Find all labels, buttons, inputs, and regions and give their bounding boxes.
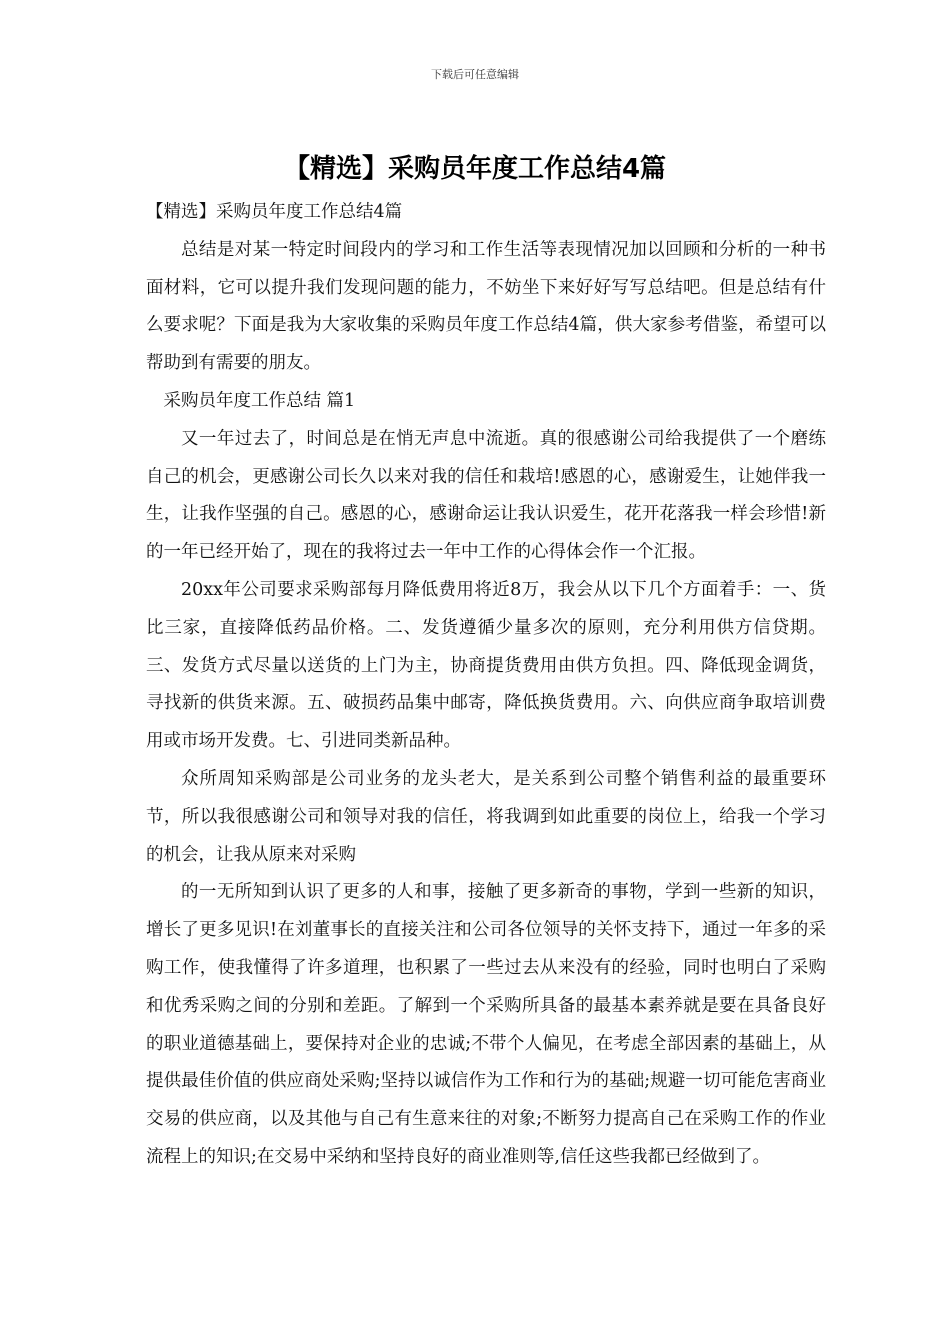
intro-heading: 【精选】采购员年度工作总结4篇	[146, 202, 403, 222]
header-note: 下载后可任意编辑	[431, 68, 519, 81]
body-paragraph: 众所周知采购部是公司业务的龙头老大，是关系到公司整个销售利益的最重要环节，所以我很感谢公司和领导对我的信任，将我调到如此重要的岗位上，给我一个学习的机会，让我从原来对采购	[146, 768, 826, 865]
body-paragraph: 的一无所知到认识了更多的人和事，接触了更多新奇的事物，学到一些新的知识，增长了更多见识!在刘董事长的直接关注和公司各位领导的关怀支持下，通过一年多的采购工作，使我懂得了许多道理，也积累了一些过去从来没有的经验，同时也明白了采购和优秀采购之间的分别和差距。了解到一个采购所具备的最基本素养就是要在具备良好的职业道德基础上，要保持对企业的忠诚;不带个人偏见，在考虑全部因素的基础上，从提供最佳价值的供应商处采购;坚持以诚信作为工作和行为的基础;规避一切可能危害商业交易的供应商，以及其他与自己有生意来往的对象;不断努力提高自己在采购工作的作业流程上的知识;在交易中采纳和坚持良好的商业准则等,信任这些我都已经做到了。	[146, 882, 826, 1167]
intro-paragraph: 总结是对某一特定时间段内的学习和工作生活等表现情况加以回顾和分析的一种书面材料，它可以提升我们发现问题的能力，不妨坐下来好好写写总结吧。但是总结有什么要求呢？下面是我为大家收集的采购员年度工作总结4篇，供大家参考借鉴，希望可以帮助到有需要的朋友。	[146, 239, 826, 374]
document-body	[146, 194, 826, 1177]
document-title: 【精选】采购员年度工作总结4篇	[283, 154, 667, 184]
body-paragraph: 又一年过去了，时间总是在悄无声息中流逝。真的很感谢公司给我提供了一个磨练自己的机会，更感谢公司长久以来对我的信任和栽培!感恩的心，感谢爱生，让她伴我一生，让我作坚强的自己。感恩的心，感谢命运让我认识爱生，花开花落我一样会珍惜!新的一年已经开始了，现在的我将过去一年中工作的心得体会作一个汇报。	[146, 428, 826, 563]
body-paragraph: 20xx年公司要求采购部每月降低费用将近8万，我会从以下几个方面着手：一、货比三家，直接降低药品价格。二、发货遵循少量多次的原则，充分利用供方信贷期。三、发货方式尽量以送货的上门为主，协商提货费用由供方负担。四、降低现金调货，寻找新的供货来源。五、破损药品集中邮寄，降低换货费用。六、向供应商争取培训费用或市场开发费。七、引进同类新品种。	[146, 579, 826, 752]
section-heading: 采购员年度工作总结 篇1	[163, 390, 356, 411]
